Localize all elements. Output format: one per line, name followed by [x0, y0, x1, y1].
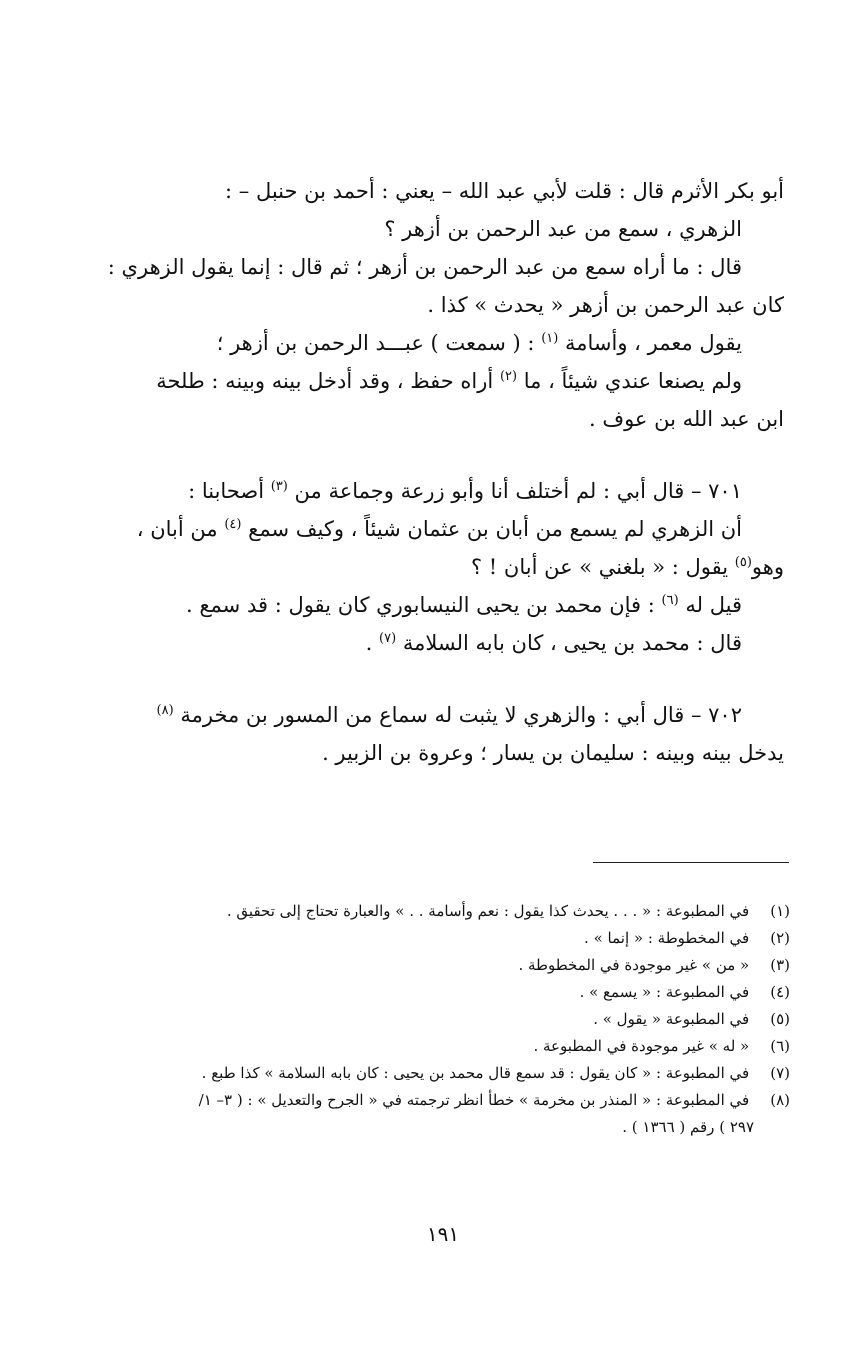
footnote-ref: (١) — [541, 331, 559, 346]
text-span: ولم يصنعا عندي شيئاً ، ما — [523, 369, 742, 393]
text-span: قال : ما أراه سمع من عبد الرحمن بن أزهر ؛ ثم قال : إنما يقول الزهري : — [107, 255, 742, 279]
text-line — [100, 586, 784, 624]
footnote-number: (٨) — [770, 1091, 790, 1109]
footnote-item — [120, 1087, 790, 1114]
text-span: أبو بكر الأثرم قال : قلت لأبي عبد الله – يعني : أحمد بن حنبل – : — [225, 179, 784, 203]
footnote-ref: (٢) — [499, 369, 518, 384]
footnote-number: (٤) — [770, 983, 790, 1001]
footnote-continuation — [120, 1114, 790, 1141]
footnote-item — [120, 979, 790, 1006]
text-line — [100, 548, 784, 586]
footnote-ref: (٦) — [661, 593, 679, 608]
text-line — [100, 472, 784, 510]
page-number: ١٩١ — [426, 1222, 460, 1246]
text-line — [100, 734, 784, 772]
footnote-text: ٢٩٧ ) رقم ( ١٣٦٦ ) . — [622, 1118, 754, 1136]
text-line — [100, 172, 784, 210]
text-line — [100, 624, 784, 662]
text-span: ٧٠١ – قال أبي : لم أختلف أنا وأبو زرعة وجماعة من — [294, 479, 742, 503]
text-span: أراه حفظ ، وقد أدخل بينه وبينه : طلحة — [156, 369, 494, 393]
text-span: الزهري ، سمع من عبد الرحمن بن أزهر ؟ — [384, 217, 742, 241]
footnote-ref: (٣) — [270, 479, 288, 494]
text-span: من أبان ، — [136, 517, 218, 541]
text-span: ٧٠٢ – قال أبي : والزهري لا يثبت له سماع من المسور بن مخرمة — [180, 703, 742, 727]
footnote-ref: (٤) — [224, 517, 242, 532]
text-span: : فإن محمد بن يحيى النيسابوري كان يقول : قد سمع . — [186, 593, 655, 617]
text-span: وهو — [751, 555, 784, 579]
footnote-number: (١) — [770, 902, 790, 920]
footnote-text: في المطبوعة : « المنذر بن مخرمة » خطأ انظر ترجمته في « الجرح والتعديل » : ( ٣– ١/ — [198, 1091, 750, 1109]
text-line — [100, 286, 784, 324]
paragraph-gap — [100, 662, 784, 696]
text-span: كان عبد الرحمن بن أزهر « يحدث » كذا . — [427, 293, 784, 317]
footnotes — [120, 898, 790, 1141]
footnote-text: في المطبوعة : « كان يقول : قد سمع قال محمد بن يحيى : كان بابه السلامة » كذا طبع . — [201, 1064, 750, 1082]
text-line — [100, 400, 784, 438]
footnote-text: « من » غير موجودة في المخطوطة . — [518, 956, 750, 974]
text-line — [100, 510, 784, 548]
footnote-separator — [593, 862, 789, 863]
text-span: : ( سمعت ) عبـــد الرحمن بن أزهر ؛ — [216, 331, 535, 355]
footnote-item — [120, 1033, 790, 1060]
text-span: يقول : « بلغني » عن أبان ! ؟ — [470, 555, 729, 579]
footnote-item — [120, 1006, 790, 1033]
text-line — [100, 696, 784, 734]
text-span: قيل له — [685, 593, 742, 617]
footnote-number: (٢) — [770, 929, 790, 947]
text-span: قال : محمد بن يحيى ، كان بابه السلامة — [402, 631, 742, 655]
footnote-number: (٦) — [770, 1037, 790, 1055]
footnote-text: « له » غير موجودة في المطبوعة . — [533, 1037, 750, 1055]
text-span: يدخل بينه وبينه : سليمان بن يسار ؛ وعروة بن الزبير . — [322, 741, 784, 765]
footnote-item — [120, 952, 790, 979]
footnote-ref: (٥) — [734, 555, 752, 570]
text-span: . — [365, 631, 373, 655]
text-span: أصحابنا : — [188, 479, 265, 503]
text-span: يقول معمر ، وأسامة — [565, 331, 742, 355]
footnote-item — [120, 898, 790, 925]
text-span: أن الزهري لم يسمع من أبان بن عثمان شيئاً ، وكيف سمع — [248, 517, 742, 541]
text-line — [100, 362, 784, 400]
footnote-text: في المطبوعة « يقول » . — [593, 1010, 750, 1028]
footnote-text: في المطبوعة : « . . . يحدث كذا يقول : نعم وأسامة . . » والعبارة تحتاج إلى تحقيق . — [226, 902, 750, 920]
text-line — [100, 324, 784, 362]
text-line — [100, 248, 784, 286]
paragraph-gap — [100, 438, 784, 472]
text-line — [100, 210, 784, 248]
footnote-ref: (٨) — [156, 703, 174, 718]
footnote-number: (٧) — [770, 1064, 790, 1082]
footnote-text: في المخطوطة : « إنما » . — [584, 929, 750, 947]
footnote-item — [120, 1060, 790, 1087]
footnote-number: (٥) — [770, 1010, 790, 1028]
footnote-item — [120, 925, 790, 952]
footnote-number: (٣) — [770, 956, 790, 974]
text-span: ابن عبد الله بن عوف . — [588, 407, 784, 431]
main-text — [100, 172, 784, 772]
footnote-text: في المطبوعة : « يسمع » . — [579, 983, 750, 1001]
footnote-ref: (٧) — [379, 631, 397, 646]
